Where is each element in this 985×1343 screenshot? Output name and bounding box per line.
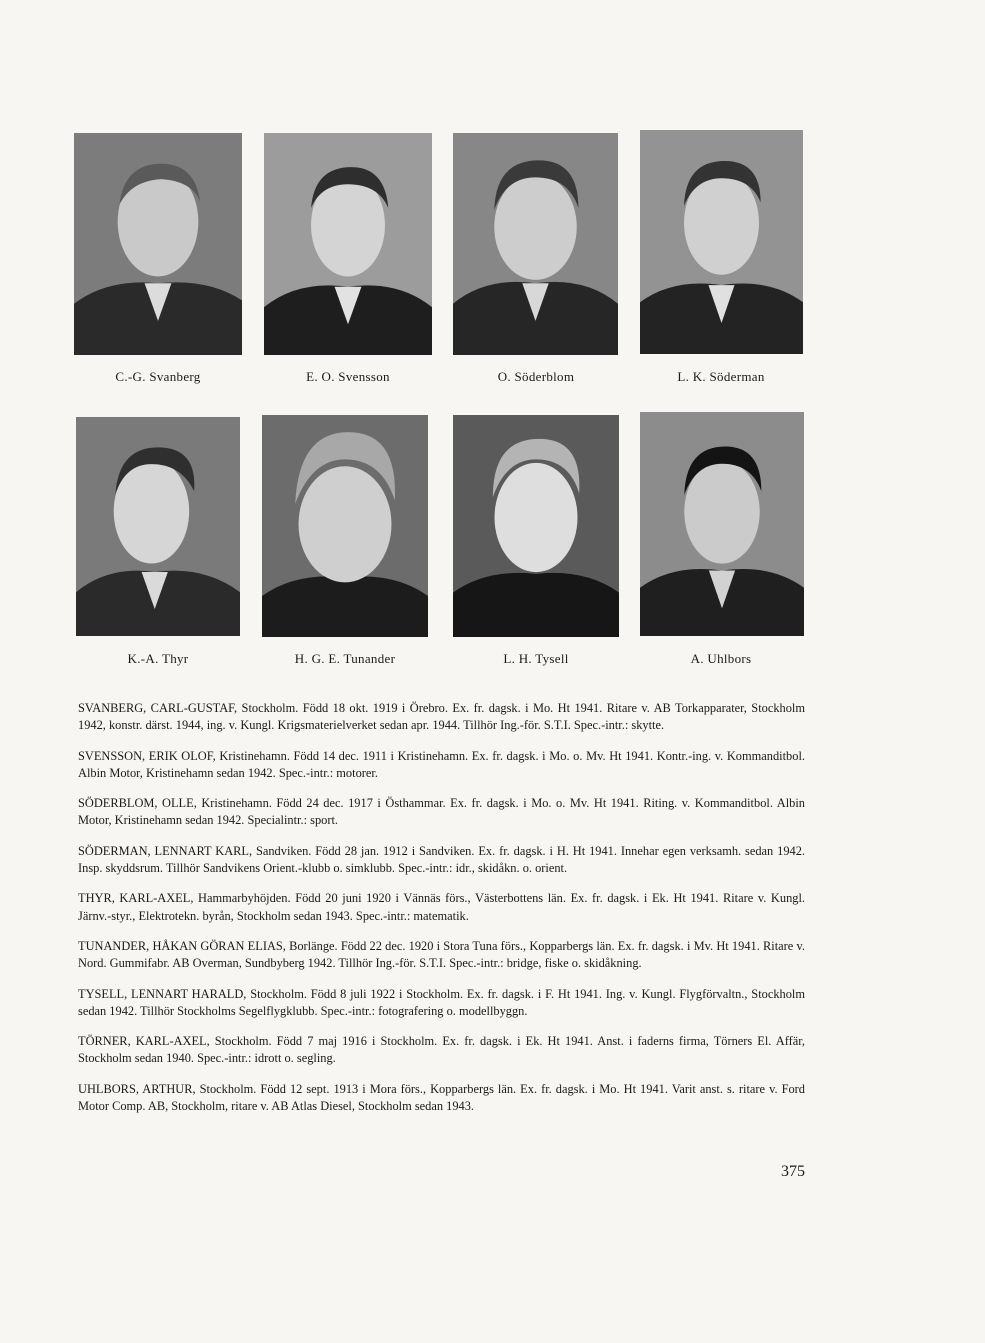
portrait-photo-svensson bbox=[264, 133, 432, 355]
biography-entry: SVENSSON, ERIK OLOF, Kristinehamn. Född 14 dec. 1911 i Kristinehamn. Ex. fr. dagsk. i Mo. o. Mv. Ht 1941. Kontr.-ing. v. Kommanditbol. Albin Motor, Kristinehamn sedan 1942. Spec.-intr.: motorer. bbox=[78, 748, 805, 780]
portrait-photo-soderman bbox=[640, 130, 803, 354]
page-number: 375 bbox=[781, 1163, 805, 1180]
portrait-photo-svanberg bbox=[74, 133, 242, 355]
portrait-caption: C.-G. Svanberg bbox=[115, 369, 201, 384]
portrait-photo-tysell bbox=[453, 415, 619, 637]
portrait-caption: L. K. Söderman bbox=[677, 369, 765, 384]
biography-entry: THYR, KARL-AXEL, Hammarbyhöjden. Född 20 juni 1920 i Vännäs förs., Västerbottens län. Ex. fr. dagsk. i Ek. Ht 1941. Ritare v. Kungl. Järnv.-styr., Elektrotekn. byrån, Stockholm sedan 1943. Spec.-intr.: matematik. bbox=[78, 891, 805, 923]
biography-entry: SÖDERBLOM, OLLE, Kristinehamn. Född 24 dec. 1917 i Östhammar. Ex. fr. dagsk. i Mo. o. Mv. Ht 1941. Riting. v. Kommanditbol. Albin Motor, Kristinehamn sedan 1942. Specialintr.: sport. bbox=[78, 796, 805, 828]
biography-entry: SÖDERMAN, LENNART KARL, Sandviken. Född 28 jan. 1912 i Sandviken. Ex. fr. dagsk. i H. Ht 1941. Innehar egen verksamh. sedan 1942. Insp. skyddsrum. Tillhör Sandvikens Orient.-klubb o. simklubb. Spec.-intr.: idr., skidåkn. o. orient. bbox=[78, 843, 805, 876]
biography-entry: TUNANDER, HÅKAN GÖRAN ELIAS, Borlänge. Född 22 dec. 1920 i Stora Tuna förs., Kopparbergs län. Ex. fr. dagsk. i Mv. Ht 1941. Ritare v. Nord. Gummifabr. AB Overman, Sundbyberg 1942. Tillhör Ing.-för. S.T.I. Spec.-intr.: bridge, fiske o. skidåkning. bbox=[78, 938, 805, 971]
portrait-photo-uhlbors bbox=[640, 412, 804, 636]
portrait-caption: O. Söderblom bbox=[497, 369, 575, 384]
portrait-caption: K.-A. Thyr bbox=[127, 651, 189, 666]
portrait-caption: E. O. Svensson bbox=[306, 369, 390, 384]
biography-entry: UHLBORS, ARTHUR, Stockholm. Född 12 sept. 1913 i Mora förs., Kopparbergs län. Ex. fr. dagsk. i Mo. Ht 1941. Varit anst. s. ritare v. Ford Motor Comp. AB, Stockholm, ritare v. AB Atlas Diesel, Stockholm sedan 1943. bbox=[78, 1081, 805, 1114]
biography-list bbox=[78, 700, 805, 1115]
biography-entry: TYSELL, LENNART HARALD, Stockholm. Född 8 juli 1922 i Stockholm. Ex. fr. dagsk. i F. Ht 1941. Ing. v. Kungl. Flygförvaltn., Stockholm sedan 1942. Tillhör Stockholms Segelflygklubb. Spec.-intr.: fotografering o. modellbyggn. bbox=[78, 986, 805, 1018]
portrait-caption: L. H. Tysell bbox=[503, 651, 569, 666]
biography-entry: SVANBERG, CARL-GUSTAF, Stockholm. Född 18 okt. 1919 i Örebro. Ex. fr. dagsk. i Mo. Ht 1941. Ritare v. AB Torkapparater, Stockholm 1942, konstr. därst. 1944, ing. v. Kungl. Krigsmaterielverket sedan apr. 1944. Tillhör Ing.-för. S.T.I. Spec.-intr.: skytte. bbox=[78, 701, 805, 733]
portrait-caption: A. Uhlbors bbox=[690, 651, 752, 666]
portrait-photo-tunander bbox=[262, 415, 428, 637]
biography-entry: TÖRNER, KARL-AXEL, Stockholm. Född 7 maj 1916 i Stockholm. Ex. fr. dagsk. i Ek. Ht 1941. Anst. i faderns firma, Törners El. Affär, Stockholm sedan 1940. Spec.-intr.: idrott o. segling. bbox=[78, 1034, 805, 1066]
portrait-photo-soderblom bbox=[453, 133, 618, 355]
portrait-caption: H. G. E. Tunander bbox=[294, 651, 396, 666]
portrait-photo-thyr bbox=[76, 417, 240, 636]
